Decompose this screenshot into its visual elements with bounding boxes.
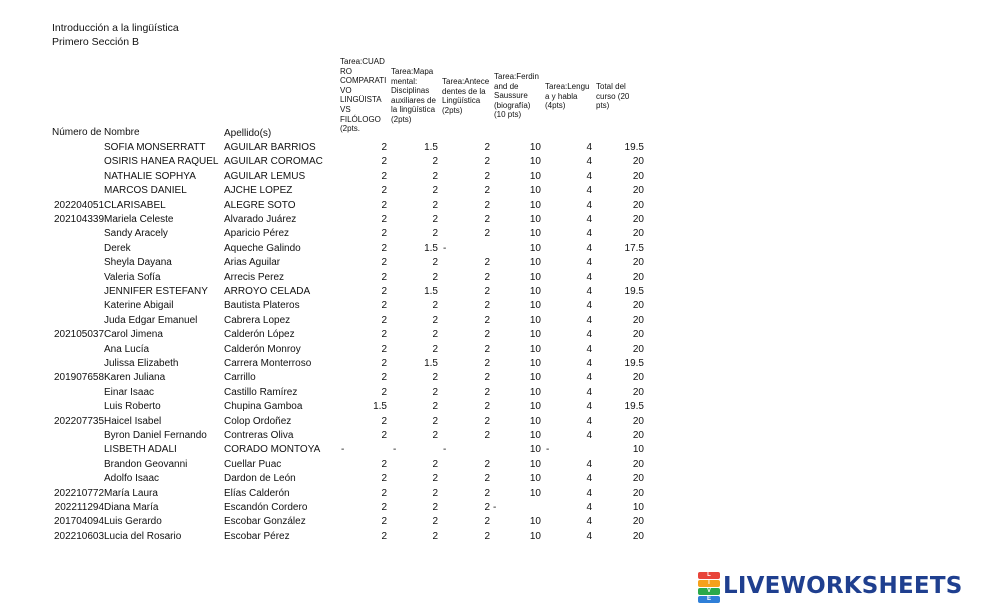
header-total: Total del curso (20 pts)	[596, 82, 630, 111]
cell-t3: 2	[484, 314, 490, 326]
cell-t2: 2	[432, 415, 438, 427]
cell-nombre: Luis Gerardo	[104, 516, 162, 528]
table-row	[0, 343, 700, 357]
cell-apellido: Cabrera Lopez	[224, 314, 291, 326]
cell-apellido: ALEGRE SOTO	[224, 199, 296, 211]
cell-id: 202104339	[54, 214, 105, 225]
cell-t3: 2	[484, 372, 490, 384]
cell-t1: 1.5	[373, 401, 387, 413]
cell-total: 20	[632, 257, 644, 269]
cell-t1: 2	[381, 502, 387, 513]
cell-apellido: Cuellar Puac	[224, 458, 282, 470]
cell-total: 20	[632, 386, 644, 398]
cell-id: 202211294	[54, 502, 104, 513]
cell-t3: 2	[484, 430, 490, 441]
cell-nombre: Lucia del Rosario	[104, 530, 182, 542]
cell-t2: 2	[432, 502, 438, 513]
cell-t4: 10	[529, 473, 541, 485]
cell-total: 20	[632, 530, 644, 542]
cell-total: 20	[632, 314, 644, 326]
cell-total: 20	[632, 473, 644, 485]
cell-apellido: Escobar Pérez	[224, 530, 290, 542]
cell-t4: 10	[529, 458, 541, 470]
table-row	[0, 400, 700, 414]
cell-t2: 1.5	[424, 142, 438, 153]
cell-apellido: Carrillo	[224, 372, 256, 384]
cell-nombre: Valeria Sofía	[104, 271, 161, 283]
cell-t2: 2	[432, 473, 438, 485]
logo-mark-letter: L	[698, 572, 720, 579]
cell-t4: 10	[529, 242, 541, 254]
cell-t2: 2	[432, 271, 438, 283]
cell-nombre: Juda Edgar Emanuel	[104, 314, 198, 326]
cell-t5: 4	[586, 286, 592, 297]
cell-total: 20	[632, 415, 644, 427]
cell-total: 17.5	[624, 242, 644, 254]
cell-t1: 2	[381, 343, 387, 355]
cell-nombre: Sandy Aracely	[104, 228, 168, 240]
cell-apellido: Castillo Ramírez	[224, 386, 298, 398]
cell-t3: 2	[484, 185, 490, 197]
logo-mark-icon	[698, 571, 720, 601]
cell-t2: 2	[432, 185, 438, 197]
table-row	[0, 299, 700, 313]
cell-t3: 2	[484, 214, 490, 225]
cell-t4: 10	[529, 329, 541, 341]
cell-t5: 4	[586, 300, 592, 312]
cell-t3: 2	[484, 228, 490, 240]
cell-t2: 2	[432, 516, 438, 528]
cell-t3: 2	[484, 343, 490, 355]
cell-total: 20	[632, 170, 644, 182]
cell-total: 20	[632, 271, 644, 283]
cell-t2: 2	[432, 257, 438, 269]
cell-t2: 2	[432, 487, 438, 499]
cell-total: 20	[632, 185, 644, 197]
cell-t1: 2	[381, 242, 387, 254]
cell-t5: 4	[586, 358, 592, 369]
cell-t5: 4	[586, 487, 592, 499]
table-row	[0, 472, 700, 486]
cell-t1: 2	[381, 257, 387, 269]
cell-apellido: Chupina Gamboa	[224, 401, 303, 413]
cell-apellido: Arias Aguilar	[224, 257, 281, 269]
header-nombre: Nombre	[104, 127, 140, 138]
table-row	[0, 256, 700, 270]
cell-t5: 4	[586, 372, 592, 384]
cell-t4: 10	[529, 314, 541, 326]
cell-t4: 10	[529, 271, 541, 283]
cell-t5: 4	[586, 343, 592, 355]
table-row	[0, 357, 700, 371]
logo-mark-letter: I	[698, 580, 720, 587]
cell-t4: 10	[529, 444, 541, 456]
table-row	[0, 271, 700, 285]
cell-total: 20	[632, 329, 644, 341]
table-row	[0, 213, 700, 227]
table-row	[0, 487, 700, 501]
cell-t4: 10	[529, 142, 541, 153]
cell-d3: -	[443, 444, 447, 456]
cell-t3: 2	[484, 502, 490, 513]
cell-t2: 1.5	[424, 286, 438, 297]
cell-apellido: AGUILAR COROMAC	[224, 156, 323, 168]
cell-id: 202210772	[54, 487, 105, 499]
cell-t3: 2	[484, 401, 490, 413]
cell-t3: 2	[484, 286, 490, 297]
cell-t1: 2	[381, 314, 387, 326]
cell-t3: 2	[484, 473, 490, 485]
cell-t2: 2	[432, 430, 438, 441]
cell-total: 20	[632, 343, 644, 355]
cell-total: 19.5	[624, 358, 644, 369]
cell-t4: 10	[529, 516, 541, 528]
cell-t1: 2	[381, 214, 387, 225]
cell-nombre: OSIRIS HANEA RAQUEL	[104, 156, 219, 168]
cell-t2: 2	[432, 401, 438, 413]
cell-apellido: Aqueche Galindo	[224, 242, 301, 254]
cell-t5: 4	[586, 516, 592, 528]
cell-nombre: Ana Lucía	[104, 343, 150, 355]
header-task4: Tarea:Ferdin and de Saussure (biografía) (10 pts)	[494, 72, 539, 120]
table-row	[0, 501, 700, 515]
cell-nombre: Julissa Elizabeth	[104, 358, 179, 369]
cell-nombre: LISBETH ADALI	[104, 444, 177, 456]
cell-t3: 2	[484, 329, 490, 341]
cell-nombre: Diana María	[104, 502, 159, 513]
cell-total: 20	[632, 487, 644, 499]
cell-t4: 10	[529, 156, 541, 168]
cell-id: 202204051	[54, 199, 105, 211]
cell-nombre: Carol Jimena	[104, 329, 163, 341]
cell-t5: 4	[586, 314, 592, 326]
cell-t5: 4	[586, 415, 592, 427]
cell-nombre: Haicel Isabel	[104, 415, 162, 427]
cell-nombre: Byron Daniel Fernando	[104, 430, 207, 441]
cell-t1: 2	[381, 372, 387, 384]
cell-t3: 2	[484, 257, 490, 269]
cell-t4: 10	[529, 300, 541, 312]
cell-t5: 4	[586, 329, 592, 341]
cell-t1: 2	[381, 228, 387, 240]
cell-nombre: Karen Juliana	[104, 372, 166, 384]
cell-t4: 10	[529, 430, 541, 441]
cell-t4: 10	[529, 286, 541, 297]
table-row	[0, 386, 700, 400]
cell-t3: 2	[484, 386, 490, 398]
cell-t3: 2	[484, 487, 490, 499]
cell-t5: 4	[586, 156, 592, 168]
cell-t4: 10	[529, 199, 541, 211]
cell-t5: 4	[586, 257, 592, 269]
table-row	[0, 530, 700, 544]
cell-total: 19.5	[624, 142, 644, 153]
logo-text: LIVEWORKSHEETS	[723, 573, 963, 599]
cell-apellido: Escobar González	[224, 516, 306, 528]
cell-t3: 2	[484, 458, 490, 470]
cell-t5: 4	[586, 530, 592, 542]
document-title: Introducción a la lingüística	[52, 22, 179, 34]
table-row	[0, 227, 700, 241]
cell-t1: 2	[381, 142, 387, 153]
cell-nombre: Einar Isaac	[104, 386, 155, 398]
cell-t2: 1.5	[424, 242, 438, 254]
cell-t5: 4	[586, 170, 592, 182]
cell-apellido: Calderón Monroy	[224, 343, 301, 355]
cell-d5: -	[546, 444, 550, 456]
cell-t4: 10	[529, 415, 541, 427]
cell-t3: 2	[484, 170, 490, 182]
cell-total: 20	[632, 300, 644, 312]
cell-t5: 4	[586, 199, 592, 211]
cell-t5: 4	[586, 458, 592, 470]
cell-total: 20	[632, 516, 644, 528]
cell-t5: 4	[586, 430, 592, 441]
cell-nombre: Adolfo Isaac	[104, 473, 160, 485]
table-row	[0, 443, 700, 457]
cell-total: 20	[632, 430, 644, 441]
cell-t2: 2	[432, 314, 438, 326]
cell-id: 202207735	[54, 415, 105, 427]
cell-t5: 4	[586, 271, 592, 283]
cell-t5: 4	[586, 502, 592, 513]
cell-t5: 4	[586, 401, 592, 413]
table-row	[0, 242, 700, 256]
cell-apellido: ARROYO CELADA	[224, 286, 311, 297]
cell-t3: 2	[484, 142, 490, 153]
table-row	[0, 141, 700, 155]
cell-t1: 2	[381, 458, 387, 470]
cell-total: 20	[632, 156, 644, 168]
cell-t1: 2	[381, 199, 387, 211]
table-row	[0, 328, 700, 342]
cell-t2: 2	[432, 386, 438, 398]
cell-id: 201907658	[54, 372, 105, 384]
cell-t3: 2	[484, 156, 490, 168]
cell-apellido: Escandón Cordero	[224, 502, 308, 513]
cell-nombre: María Laura	[104, 487, 158, 499]
cell-t5: 4	[586, 242, 592, 254]
cell-t4: 10	[529, 228, 541, 240]
cell-t1: 2	[381, 271, 387, 283]
table-row	[0, 371, 700, 385]
cell-apellido: Carrera Monterroso	[224, 358, 312, 369]
cell-t2: 2	[432, 170, 438, 182]
cell-nombre: SOFIA MONSERRATT	[104, 142, 206, 153]
cell-t3: 2	[484, 516, 490, 528]
cell-t1: 2	[381, 329, 387, 341]
cell-nombre: Luis Roberto	[104, 401, 161, 413]
document-subtitle: Primero Sección B	[52, 36, 139, 48]
cell-t3: 2	[484, 530, 490, 542]
cell-total: 19.5	[624, 286, 644, 297]
cell-total: 20	[632, 228, 644, 240]
table-row	[0, 415, 700, 429]
cell-t3: 2	[484, 415, 490, 427]
cell-total: 19.5	[624, 401, 644, 413]
table-row	[0, 184, 700, 198]
cell-nombre: MARCOS DANIEL	[104, 185, 187, 197]
cell-apellido: Bautista Plateros	[224, 300, 300, 312]
cell-t2: 2	[432, 214, 438, 225]
cell-t5: 4	[586, 142, 592, 153]
cell-t1: 2	[381, 386, 387, 398]
cell-t2: 2	[432, 329, 438, 341]
cell-t2: 2	[432, 228, 438, 240]
cell-t4: 10	[529, 185, 541, 197]
cell-t2: 2	[432, 300, 438, 312]
cell-t4: 10	[529, 343, 541, 355]
cell-t4: 10	[529, 372, 541, 384]
cell-t5: 4	[586, 228, 592, 240]
cell-t5: 4	[586, 185, 592, 197]
cell-total: 10	[632, 502, 644, 513]
cell-nombre: Mariela Celeste	[104, 214, 174, 225]
cell-apellido: Arrecis Perez	[224, 271, 285, 283]
cell-t2: 2	[432, 530, 438, 542]
cell-id: 202105037	[54, 329, 105, 341]
cell-t4: 10	[529, 214, 541, 225]
table-row	[0, 170, 700, 184]
header-task2: Tarea:Mapa mental: Disciplinas auxiliares de la lingüística (2pts)	[391, 67, 436, 124]
cell-d4: -	[493, 502, 497, 513]
cell-total: 20	[632, 372, 644, 384]
cell-nombre: Katerine Abigail	[104, 300, 174, 312]
cell-d1: -	[341, 444, 345, 456]
cell-t2: 2	[432, 343, 438, 355]
header-task3: Tarea:Antece dentes de la Lingüística (2pts)	[442, 77, 490, 115]
cell-t1: 2	[381, 430, 387, 441]
cell-total: 10	[632, 444, 644, 456]
cell-nombre: NATHALIE SOPHYA	[104, 170, 196, 182]
cell-nombre: Sheyla Dayana	[104, 257, 172, 269]
cell-apellido: Calderón López	[224, 329, 295, 341]
cell-apellido: AJCHE LOPEZ	[224, 185, 293, 197]
cell-t2: 2	[432, 156, 438, 168]
cell-t1: 2	[381, 156, 387, 168]
cell-t5: 4	[586, 214, 592, 225]
liveworksheets-logo	[698, 571, 962, 601]
cell-total: 20	[632, 199, 644, 211]
cell-d2: -	[393, 444, 397, 456]
cell-apellido: CORADO MONTOYA	[224, 444, 321, 456]
cell-apellido: Colop Ordoñez	[224, 415, 292, 427]
cell-total: 20	[632, 214, 644, 225]
cell-apellido: AGUILAR BARRIOS	[224, 142, 316, 153]
table-row	[0, 458, 700, 472]
cell-t4: 10	[529, 487, 541, 499]
table-row	[0, 199, 700, 213]
cell-nombre: JENNIFER ESTEFANY	[104, 286, 208, 297]
cell-t1: 2	[381, 185, 387, 197]
cell-apellido: Aparicio Pérez	[224, 228, 290, 240]
cell-t1: 2	[381, 473, 387, 485]
cell-t4: 10	[529, 170, 541, 182]
cell-t4: 10	[529, 386, 541, 398]
cell-t3: 2	[484, 300, 490, 312]
cell-id: 202210603	[54, 530, 105, 542]
cell-t2: 2	[432, 372, 438, 384]
cell-t4: 10	[529, 530, 541, 542]
table-row	[0, 429, 700, 443]
header-numero: Número de	[52, 127, 102, 138]
cell-t2: 1.5	[424, 358, 438, 369]
cell-apellido: Dardon de León	[224, 473, 296, 485]
cell-t4: 10	[529, 358, 541, 369]
cell-apellido: Contreras Oliva	[224, 430, 294, 441]
header-task5: Tarea:Lengu a y habla (4pts)	[545, 82, 590, 111]
table-row	[0, 314, 700, 328]
cell-t1: 2	[381, 170, 387, 182]
logo-mark-letter: V	[698, 588, 720, 595]
header-apellido: Apellido(s)	[224, 128, 272, 139]
cell-t3: 2	[484, 199, 490, 211]
cell-apellido: Elías Calderón	[224, 487, 290, 499]
cell-total: 20	[632, 458, 644, 470]
cell-nombre: Derek	[104, 242, 131, 254]
cell-t1: 2	[381, 530, 387, 542]
cell-apellido: AGUILAR LEMUS	[224, 170, 306, 182]
header-task1: Tarea:CUAD RO COMPARATI VO LINGÜISTA VS FILÓLOGO (2pts.	[340, 57, 387, 134]
cell-nombre: CLARISABEL	[104, 199, 166, 211]
cell-t1: 2	[381, 516, 387, 528]
cell-t1: 2	[381, 300, 387, 312]
cell-d3: -	[443, 242, 447, 254]
cell-t2: 2	[432, 199, 438, 211]
cell-t5: 4	[586, 386, 592, 398]
cell-id: 201704094	[54, 516, 105, 528]
cell-nombre: Brandon Geovanni	[104, 458, 188, 470]
table-row	[0, 515, 700, 529]
logo-mark-letter: E	[698, 596, 720, 603]
cell-t1: 2	[381, 415, 387, 427]
cell-apellido: Alvarado Juárez	[224, 214, 297, 225]
cell-t1: 2	[381, 286, 387, 297]
cell-t2: 2	[432, 458, 438, 470]
cell-t1: 2	[381, 358, 387, 369]
cell-t3: 2	[484, 271, 490, 283]
table-row	[0, 285, 700, 299]
cell-t3: 2	[484, 358, 490, 369]
cell-t1: 2	[381, 487, 387, 499]
cell-t4: 10	[529, 257, 541, 269]
cell-t5: 4	[586, 473, 592, 485]
cell-t4: 10	[529, 401, 541, 413]
table-row	[0, 155, 700, 169]
